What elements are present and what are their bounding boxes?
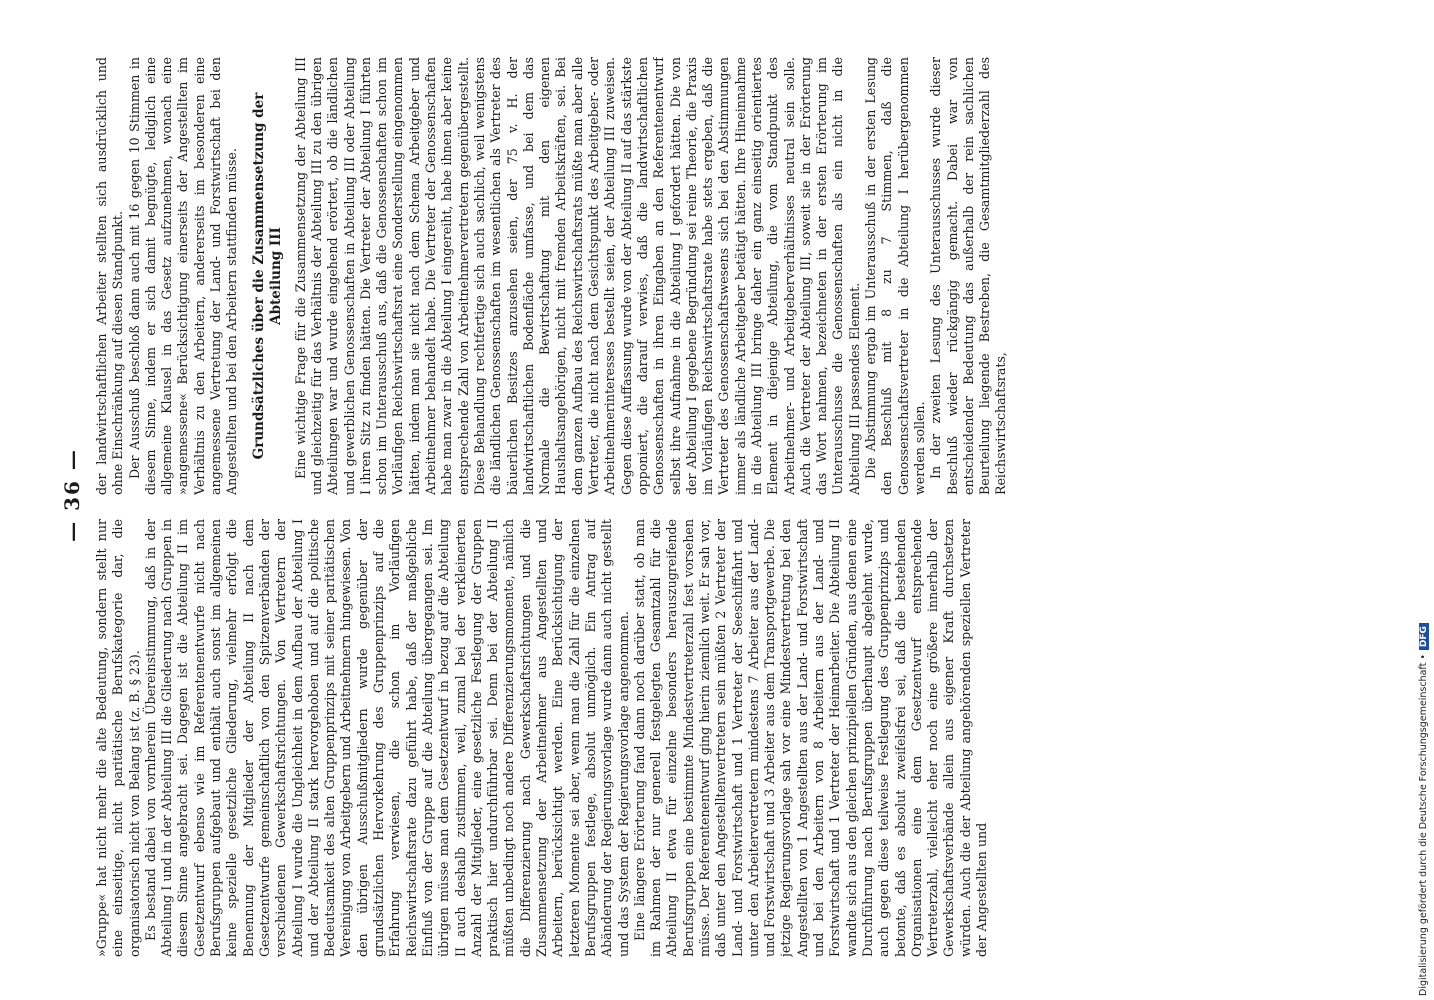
paragraph: Es bestand dabei von vornherein Übereinstimmung, daß in der Abteilung I und in der Abteilung III die Gliederung nach Gruppen in diesem Sinne angebracht sei. Dagegen ist die Abteilung II im Gesetzentwurf ebenso wie im Referentenentwurfe nicht nach Berufsgruppen aufgebaut und enthält auch sonst im allgemeinen keine spezielle gesetzliche Gliederung, vielmehr erfolgt die Benennung der Mitglieder der Abteilung II nach dem Gesetzentwurfe gemeinschaftlich von den Spitzenverbänden der verschiedenen Gewerkschaftsrichtungen. Von Vertretern der Abteilung I wurde die Ungleichheit in dem Aufbau der Abteilung I und der Abteilung II stark hervorgehoben und auf die politische Bedeutsamkeit des alten Gruppenprinzips mit seiner paritätischen Vereinigung von Arbeitgebern und Arbeitnehmern hingewiesen. Von den übrigen Ausschußmitgliedern wurde gegenüber der grundsätzlichen Hervorkehrung des Gruppenprinzips auf die Erfahrung verwiesen, die schon im Vorläufigen Reichswirtschaftsrate dazu geführt habe, daß der maßgebliche Einfluß von der Gruppe auf die Abteilung übergegangen sei. Im übrigen müsse man dem Gesetzentwurf in bezug auf die Abteilung II auch deshalb zustimmen, weil, zumal bei der verkleinerten Anzahl der Mitglieder, eine gesetzliche Festlegung der Gruppen praktisch hier undurchführbar sei. Denn bei der Abteilung II müßten unbedingt noch andere Differenzierungsmomente, nämlich die Differenzierung nach Gewerkschaftsrichtungen und die Zusammensetzung der Arbeitnehmer aus Angestellten und Arbeitern, berücksichtigt werden. Eine Berücksichtigung der letzteren Momente sei aber, wenn man die Zahl für die einzelnen Berufsgruppen festlege, absolut unmöglich. Ein Antrag auf Abänderung der Regierungsvorlage wurde dann auch nicht gestellt und das System der Regierungsvorlage angenommen. [142,519,631,957]
rotated-page [60,15,1320,975]
funding-text: Digitalisierung gefördert durch die Deutsche Forschungsgemeinschaft • [1418,654,1429,996]
dfg-logo: DFG [1419,623,1429,650]
paragraph: Der Ausschuß beschloß dann auch mit 16 gegen 10 Stimmen in diesem Sinne, indem er sich damit begnügte, lediglich eine allgemeine Klausel in das Gesetz aufzunehmen, wonach eine »angemessene« Berücksichtigung einerseits der Angestellten im Verhältnis zu den Arbeitern, andererseits im besonderen eine angemessene Vertretung der Land- und Forstwirtschaft bei den Angestellten und bei den Arbeitern stattfinden müsse. [126,57,240,495]
section-heading: Grundsätzliches über die Zusammensetzung der Abteilung III [250,92,284,460]
paragraph: Die Abstimmung ergab im Unterausschuß in der ersten Lesung den Beschluß mit 8 zu 7 Stimmen, daß die Genossenschaftsvertreter in die Abteilung I herübergenommen werden sollen. [863,57,927,495]
paragraph: In der zweiten Lesung des Unterausschusses wurde dieser Beschluß wieder rückgängig gemacht. Dabei war von entscheidender Bedeutung das außerhalb der rein sachlichen Beurteilung liegende Bestreben, die Gesamtmitgliederzahl des Reichswirtschaftsrats, [928,57,1009,495]
paragraph: Eine längere Erörterung fand dann noch darüber statt, ob man im Rahmen der nur generell festgelegten Gesamtzahl für die Abteilung II etwa für einzelne besonders herauszugreifende Berufsgruppen eine bestimmte Mindestvertreterzahl fest vorsehen müsse. Der Referentenentwurf ging hierin ziemlich weit. Er sah vor, daß unter den Angestelltenvertretern sein müßten 2 Vertreter der Land- und Forstwirtschaft und 1 Vertreter der Seeschiffahrt und unter den Arbeitervertretern mindestens 7 Arbeiter aus der Land- und Forstwirtschaft und 3 Arbeiter aus dem Transportgewerbe. Die jetzige Regierungsvorlage sah vor eine Mindestvertretung bei den Angestellten von 1 Angestellten aus der Land- und Forstwirtschaft und bei den Arbeitern von 8 Arbeitern aus der Land- und Forstwirtschaft und 1 Vertreter der Heimarbeiter. Die Abteilung II wandte sich aus den gleichen prinzipiellen Gründen, aus denen eine Durchführung nach Berufsgruppen überhaupt abgelehnt wurde, auch gegen diese teilweise Festlegung des Gruppenprinzips und betonte, daß es absolut zweifelsfrei sei, daß die bestehenden Organisationen eine dem Gesetzentwurf entsprechende Vertreterzahl, vielleicht eher noch eine größere innerhalb der Gewerkschaftsverbände allein aus eigener Kraft durchsetzen würden. Auch die der Abteilung angehörenden speziellen Vertreter der Angestellten und [631,519,990,957]
page-number: — 36 — [60,448,84,542]
funding-note [1418,623,1429,996]
paragraph: der landwirtschaftlichen Arbeiter stellten sich ausdrücklich und ohne Einschränkung auf diesen Standpunkt. [94,57,126,495]
paragraph: Eine wichtige Frage für die Zusammensetzung der Abteilung III und gleichzeitig für das Verhältnis der Abteilung III zu den übrigen Abteilungen war und wurde eingehend erörtert, ob die ländlichen und gewerblichen Genossenschaften in Abteilung III oder Abteilung I ihren Sitz zu finden hätten. Die Vertreter der Abteilung I führten schon im Unterausschuß aus, daß die Genossenschaften schon im Vorläufigen Reichswirtschaftsrat eine Sonderstellung eingenommen hätten, indem man sie nicht nach dem Schema Arbeitgeber und Arbeitnehmer behandelt habe. Die Vertreter der Genossenschaften habe man zwar in die Abteilung I eingereiht, habe ihnen aber keine entsprechende Zahl von Arbeitnehmervertretern gegenübergestellt. Diese Behandlung rechtfertige sich auch sachlich, weil wenigstens die ländlichen Genossenschaften im wesentlichen als Vertreter des bäuerlichen Besitzes anzusehen seien, der 75 v. H. der landwirtschaftlichen Bodenfläche umfasse, und bei dem das Normale die Bewirtschaftung mit den eigenen Haushaltsangehörigen, nicht mit fremden Arbeitskräften, sei. Bei dem ganzen Aufbau des Reichswirtschaftsrats müßte man aber alle Vertreter, die nicht nach dem Gesichtspunkt des Arbeitgeber- oder Arbeitnehmerinteresses bestellt seien, der Abteilung III zuweisen. Gegen diese Auffassung wurde von der Abteilung II auf das stärkste opponiert, die darauf verwies, daß die landwirtschaftlichen Genossenschaften in ihren Eingaben an den Referentenentwurf selbst ihre Aufnahme in die Abteilung I gefordert hätten. Die von der Abteilung I gegebene Begründung sei reine Theorie, die Praxis im Vorläufigen Reichswirtschaftsrate habe stets ergeben, daß die Vertreter des Genossenschaftswesens sich bei den Abstimmungen immer als ländliche Arbeitgeber betätigt hätten. Ihre Hineinnahme in die Abteilung III bringe daher ein ganz einseitig orientiertes Element in diejenige Abteilung, die vom Standpunkt des Arbeitnehmer- und Arbeitgeberverhältnisses neutral sein solle. Auch die Vertreter der Abteilung III, soweit sie in der Erörterung das Wort nahmen, bezeichneten in der ersten Erörterung im Unterausschusse die Genossenschaften als ein nicht in die Abteilung III passendes Element. [292,57,862,495]
right-column [94,57,1294,495]
left-column [94,519,1294,957]
paragraph: »Gruppe« hat nicht mehr die alte Bedeutung, sondern stellt nur eine einseitige, nicht paritätische Berufskategorie dar, die organisatorisch nicht von Belang ist (z. B. § 23). [94,519,142,957]
